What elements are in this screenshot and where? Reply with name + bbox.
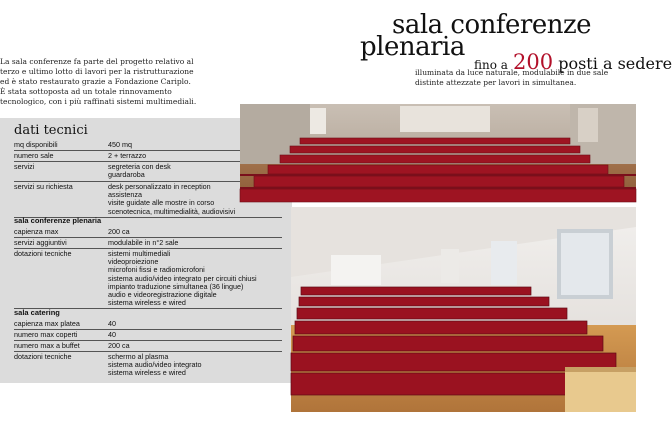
intro-paragraph [0,57,240,107]
spec-value: desk personalizzato in reception assistenza visite guidate alle mostre in corso scenotecnica, multimedialità, audiovisivi [108,182,236,216]
intro-line: terzo e ultimo lotto di lavori per la ristrutturazione [0,67,194,76]
title-line-1: sala conferenze [392,10,592,40]
spec-row [14,228,282,238]
spec-label: numero sale [14,151,54,160]
subtitle-line: illuminata da luce naturale, modulabile in due sale [415,68,609,77]
spec-label: servizi aggiuntivi [14,238,67,247]
capacity-prefix: fino a [474,58,508,72]
spec-row [14,331,282,341]
hall-photo-bottom [291,207,636,412]
spec-label: capienza max [14,227,59,236]
intro-line: È stata sottoposta ad un totale rinnovamento [0,87,172,96]
spec-value: schermo al plasma sistema audio/video integrato sistema wireless e wired [108,352,202,378]
spec-label: servizi su richiesta [14,182,73,191]
spec-row [14,320,282,330]
subtitle-line: distinte attezzate per lavori in simultanea. [415,78,577,87]
spec-value: 40 [108,319,116,328]
dati-tecnici-heading: dati tecnici [14,123,88,138]
spec-value: modulabile in n°2 sale [108,238,179,247]
spec-value: sistemi multimediali videoproiezione microfoni fissi e radiomicrofoni sistema audio/video integrato per circuiti chiusi impianto traduzione simultanea (36 lingue) audio e videoregistrazione digitale sistema wireless e wired [108,249,257,308]
spec-value: 2 + terrazzo [108,151,147,160]
spec-label: mq disponibili [14,140,58,149]
spec-value: 200 ca [108,341,130,350]
spec-row [14,353,282,379]
intro-line: ed è stato restaurato grazie a Fondazione Cariplo. [0,77,191,86]
spec-label: servizi [14,162,35,171]
intro-line: La sala conferenze fa parte del progetto relativo al [0,57,194,66]
catering-heading: sala catering [14,308,60,317]
spec-label: numero max coperti [14,330,78,339]
spec-row [14,342,282,352]
intro-line: tecnologico, con i più raffinati sistemi multimediali. [0,97,197,106]
spec-value: 450 mq [108,140,132,149]
spec-label: dotazioni tecniche [14,249,72,258]
spec-label: numero max a buffet [14,341,80,350]
spec-value: segreteria con desk guardaroba [108,162,171,180]
capacity-number: 200 [513,50,554,74]
capacity-suffix: posti a sedere [558,54,672,73]
spec-value: 200 ca [108,227,130,236]
spec-row [14,239,282,249]
spec-value: 40 [108,330,116,339]
spec-row [14,250,282,309]
spec-label: capienza max platea [14,319,80,328]
plenaria-heading: sala conferenze plenaria [14,216,102,225]
hall-photo-top [240,104,636,202]
subtitle [415,68,635,88]
title-line-2: plenaria [360,32,465,62]
spec-label: dotazioni tecniche [14,352,72,361]
